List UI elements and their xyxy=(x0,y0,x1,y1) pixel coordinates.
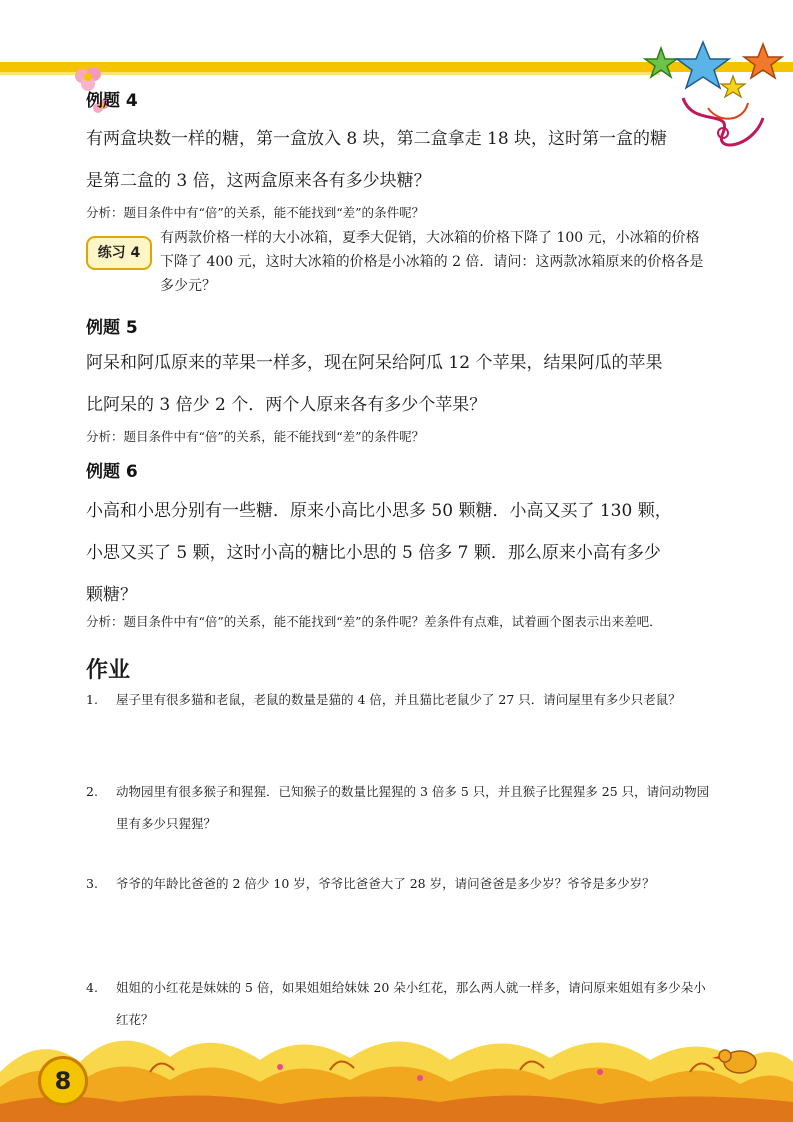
example4-line2: 是第二盒的 3 倍，这两盒原来各有多少块糖？ xyxy=(86,171,431,191)
homework-item-number: 2. xyxy=(86,784,98,799)
example5-analysis: 分析：题目条件中有“倍”的关系，能不能找到“差”的条件呢？ xyxy=(86,429,425,444)
homework-title: 作业 xyxy=(86,658,131,683)
example5-line1: 阿呆和阿瓜原来的苹果一样多，现在阿呆给阿瓜 12 个苹果，结果阿瓜的苹果 xyxy=(86,353,663,373)
example5-heading: 例题 5 xyxy=(86,318,138,338)
practice4-text: 有两款价格一样的大小冰箱，夏季大促销，大冰箱的价格下降了 100 元，小冰箱的价格下降了 400 元，这时大冰箱的价格是小冰箱的 2 倍．请问：这两款冰箱原来的价格各是多少元？ xyxy=(160,230,704,294)
practice4-badge: 练习 4 xyxy=(86,236,152,270)
homework-item-text: 屋子里有很多猫和老鼠，老鼠的数量是猫的 4 倍，并且猫比老鼠少了 27 只．请问屋里有多少只老鼠？ xyxy=(116,692,681,707)
example6-analysis: 分析：题目条件中有“倍”的关系，能不能找到“差”的条件呢？差条件有点难，试着画个图表示出来差吧． xyxy=(86,614,662,629)
example4-line1: 有两盒块数一样的糖，第一盒放入 8 块，第二盒拿走 18 块，这时第一盒的糖 xyxy=(86,129,668,149)
homework-item xyxy=(86,684,716,716)
homework-item-number: 1. xyxy=(86,692,98,707)
homework-item xyxy=(86,868,716,900)
example4-analysis: 分析：题目条件中有“倍”的关系，能不能找到“差”的条件呢？ xyxy=(86,205,425,220)
homework-item xyxy=(86,776,716,840)
star-orange-icon xyxy=(744,44,782,78)
example6-line2: 小思又买了 5 颗，这时小高的糖比小思的 5 倍多 7 颗．那么原来小高有多少 xyxy=(86,543,661,563)
homework-item-text: 动物园里有很多猴子和猩猩．已知猴子的数量比猩猩的 3 倍多 5 只，并且猴子比猩猩多 25 只，请问动物园里有多少只猩猩？ xyxy=(116,784,710,831)
example6-heading: 例题 6 xyxy=(86,462,138,482)
homework-item-text: 爷爷的年龄比爸爸的 2 倍少 10 岁，爷爷比爸爸大了 28 岁，请问爸爸是多少岁？爷爷是多少岁？ xyxy=(116,876,655,891)
footer-wave-decoration-icon xyxy=(0,1012,793,1122)
homework-item-number: 4. xyxy=(86,980,98,995)
example6-line3: 颗糖？ xyxy=(86,585,137,605)
example4-heading: 例题 4 xyxy=(86,91,138,111)
example6-line1: 小高和小思分别有一些糖．原来小高比小思多 50 颗糖．小高又买了 130 颗， xyxy=(86,501,672,521)
homework-item-text: 姐姐的小红花是妹妹的 5 倍，如果姐姐给妹妹 20 朵小红花，那么两人就一样多，请问原来姐姐有多少朵小红花？ xyxy=(116,980,706,1027)
star-blue-icon xyxy=(677,42,729,88)
star-green-icon xyxy=(645,48,677,77)
star-yellow-icon xyxy=(721,76,745,97)
example5-line2: 比阿呆的 3 倍少 2 个．两个人原来各有多少个苹果？ xyxy=(86,395,487,415)
page-number-badge: 8 xyxy=(38,1056,88,1106)
homework-item-number: 3. xyxy=(86,876,98,891)
